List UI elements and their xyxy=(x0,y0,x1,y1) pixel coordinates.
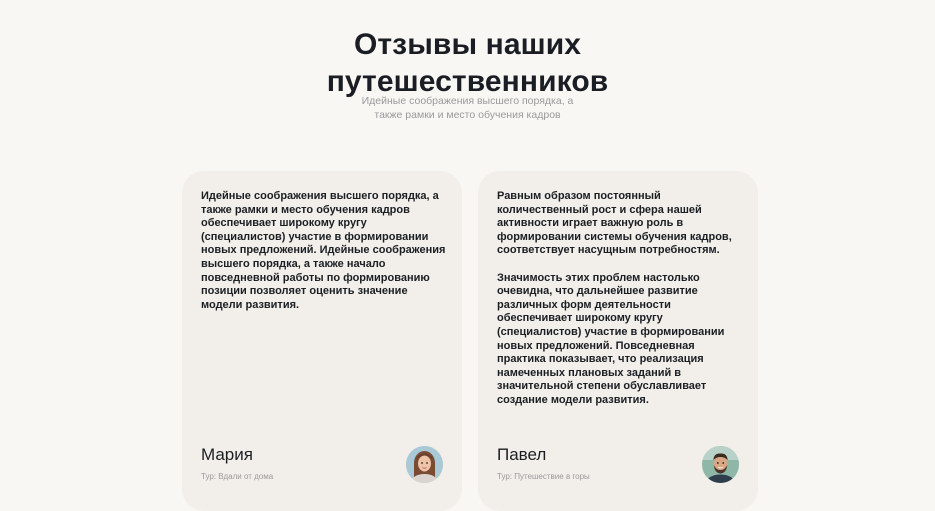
review-author-tour: Тур: Вдали от дома xyxy=(201,472,274,481)
avatar xyxy=(702,446,739,483)
page-subtitle-line-1: Идейные соображения высшего порядка, а xyxy=(361,95,574,107)
avatar xyxy=(406,446,443,483)
page-title-line-1: Отзывы наших xyxy=(353,28,582,62)
page-subtitle-line-2: также рамки и место обучения кадров xyxy=(374,109,561,121)
review-text xyxy=(497,190,745,408)
review-paragraph: Равным образом постоянный количественный рост и сфера нашей активности играет важную роль в формировании системы обучения кадров, соответствует насущным потребностям. xyxy=(497,190,732,257)
avatar-photo-man-icon xyxy=(702,446,739,483)
page-title-line-2: путешественников xyxy=(326,65,609,99)
review-author-name: Павел xyxy=(497,445,547,464)
page-title xyxy=(0,26,935,100)
review-paragraph: Значимость этих проблем настолько очевидна, что дальнейшее развитие различных форм деятельности обеспечивает широкому кругу (специалистов) участие в формировании новых предложений. Повседневная практика показывает, что реализация намеченных плановых заданий в значительной степени обуславливает создание модели развития. xyxy=(497,271,725,406)
review-card-pavel xyxy=(478,171,758,511)
review-card-maria xyxy=(182,171,462,511)
page-subtitle xyxy=(0,94,935,122)
review-paragraph: Идейные соображения высшего порядка, а также рамки и место обучения кадров обеспечивает широкому кругу (специалистов) участие в формировании новых предложений. Идейные соображения высшего порядка, а также начало повседневной работы по формированию позиции позволяет оценить значение модели развития. xyxy=(201,190,446,311)
review-author-name: Мария xyxy=(201,445,253,464)
review-author-tour: Тур: Путешествие в горы xyxy=(497,472,590,481)
review-text xyxy=(201,190,449,312)
avatar-photo-woman-icon xyxy=(406,446,443,483)
